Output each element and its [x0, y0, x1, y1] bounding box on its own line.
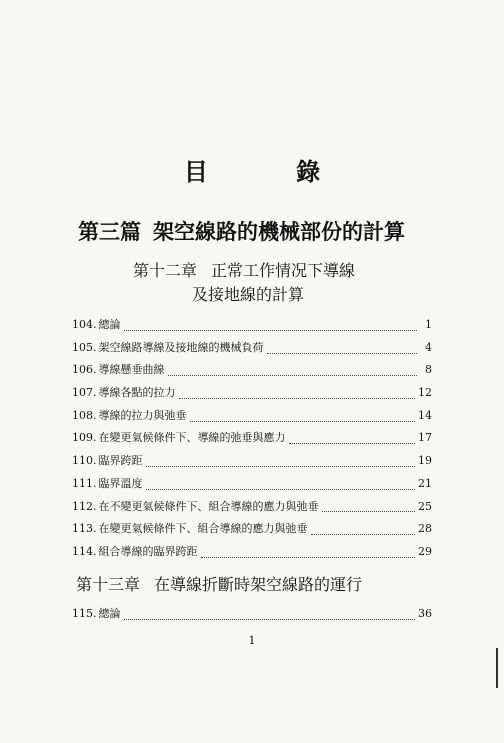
leader-dots	[179, 398, 416, 399]
toc-entry-page: 21	[418, 476, 432, 490]
toc-entry[interactable]	[72, 384, 432, 407]
scan-edge-mark	[496, 648, 498, 688]
toc-entry[interactable]	[72, 452, 432, 475]
chapter-12-heading	[0, 258, 496, 281]
toc-entry[interactable]	[72, 361, 432, 384]
chapter-13-heading	[76, 572, 476, 595]
leader-dots	[190, 421, 416, 422]
chapter-12-number: 第十二章	[132, 261, 197, 280]
toc-entry-page: 28	[418, 522, 432, 536]
toc-entry-number: 113.	[72, 522, 97, 536]
page-title: 目 錄	[183, 157, 361, 186]
toc-entry[interactable]	[72, 339, 432, 362]
chapter-12-name-line1: 正常工作情况下導線	[211, 261, 356, 280]
toc-entry-text: 導線各點的拉力	[98, 386, 176, 400]
toc-entry-page: 4	[425, 340, 432, 354]
toc-entry-text: 在不變更氣候條件下、組合導線的應力與弛垂	[98, 499, 319, 513]
leader-dots	[124, 619, 416, 620]
toc-entry-text: 組合導線的臨界跨距	[98, 544, 198, 558]
toc-entry-page: 19	[418, 454, 432, 468]
toc-entry-page: 17	[418, 431, 432, 445]
part-heading	[78, 216, 458, 246]
toc-entry[interactable]	[72, 520, 432, 543]
toc-entry-page: 12	[418, 386, 432, 400]
toc-entry-page: 29	[418, 544, 432, 558]
chapter-13-toc	[72, 605, 432, 628]
chapter-12-toc	[72, 316, 432, 566]
leader-dots	[168, 375, 418, 376]
toc-entry-text: 導線的拉力與弛垂	[98, 408, 187, 422]
toc-entry-text: 導線懸垂曲線	[98, 363, 165, 377]
chapter-13-number: 第十三章	[76, 575, 141, 594]
toc-entry[interactable]	[72, 316, 432, 339]
toc-entry-number: 114.	[72, 544, 97, 558]
leader-dots	[311, 534, 416, 535]
toc-entry-text: 在變更氣候條件下、組合導線的應力與弛垂	[98, 522, 308, 536]
leader-dots	[124, 330, 418, 331]
part-number: 第三篇	[78, 219, 141, 244]
toc-entry[interactable]	[72, 543, 432, 566]
chapter-13-name: 在導線折斷時架空線路的運行	[154, 575, 363, 594]
leader-dots	[201, 557, 416, 558]
toc-entry-text: 總論	[98, 318, 121, 331]
toc-entry-page: 25	[418, 499, 432, 513]
toc-entry-page: 14	[418, 408, 432, 422]
toc-entry-number: 111.	[72, 476, 97, 490]
leader-dots	[322, 511, 416, 512]
toc-entry-text: 在變更氣候條件下、導線的弛垂與應力	[98, 431, 286, 445]
toc-entry-text: 臨界溫度	[98, 476, 143, 490]
toc-entry-number: 108.	[72, 408, 97, 422]
leader-dots	[289, 443, 416, 444]
toc-entry-number: 115.	[72, 607, 97, 620]
toc-entry[interactable]	[72, 605, 432, 628]
toc-entry[interactable]	[72, 475, 432, 498]
toc-entry-number: 107.	[72, 386, 97, 400]
toc-entry-page: 36	[418, 607, 432, 620]
toc-entry-number: 109.	[72, 431, 97, 445]
toc-entry[interactable]	[72, 407, 432, 430]
toc-entry-text: 架空線路導線及接地線的機械負荷	[98, 340, 264, 354]
toc-entry-number: 110.	[72, 454, 97, 468]
toc-entry-number: 106.	[72, 363, 97, 377]
toc-entry[interactable]	[72, 498, 432, 521]
toc-entry[interactable]	[72, 429, 432, 452]
leader-dots	[146, 466, 416, 467]
toc-entry-text: 總論	[98, 607, 121, 620]
leader-dots	[146, 489, 416, 490]
toc-entry-page: 1	[425, 318, 432, 331]
toc-entry-number: 112.	[72, 499, 97, 513]
chapter-12-name-line2: 及接地線的計算	[191, 285, 304, 304]
page-number: 1	[248, 634, 256, 647]
toc-entry-page: 8	[425, 363, 432, 377]
leader-dots	[267, 353, 418, 354]
part-name: 架空線路的機械部份的計算	[153, 219, 405, 244]
toc-entry-text: 臨界跨距	[98, 454, 143, 468]
toc-entry-number: 104.	[72, 318, 97, 331]
toc-entry-number: 105.	[72, 340, 97, 354]
